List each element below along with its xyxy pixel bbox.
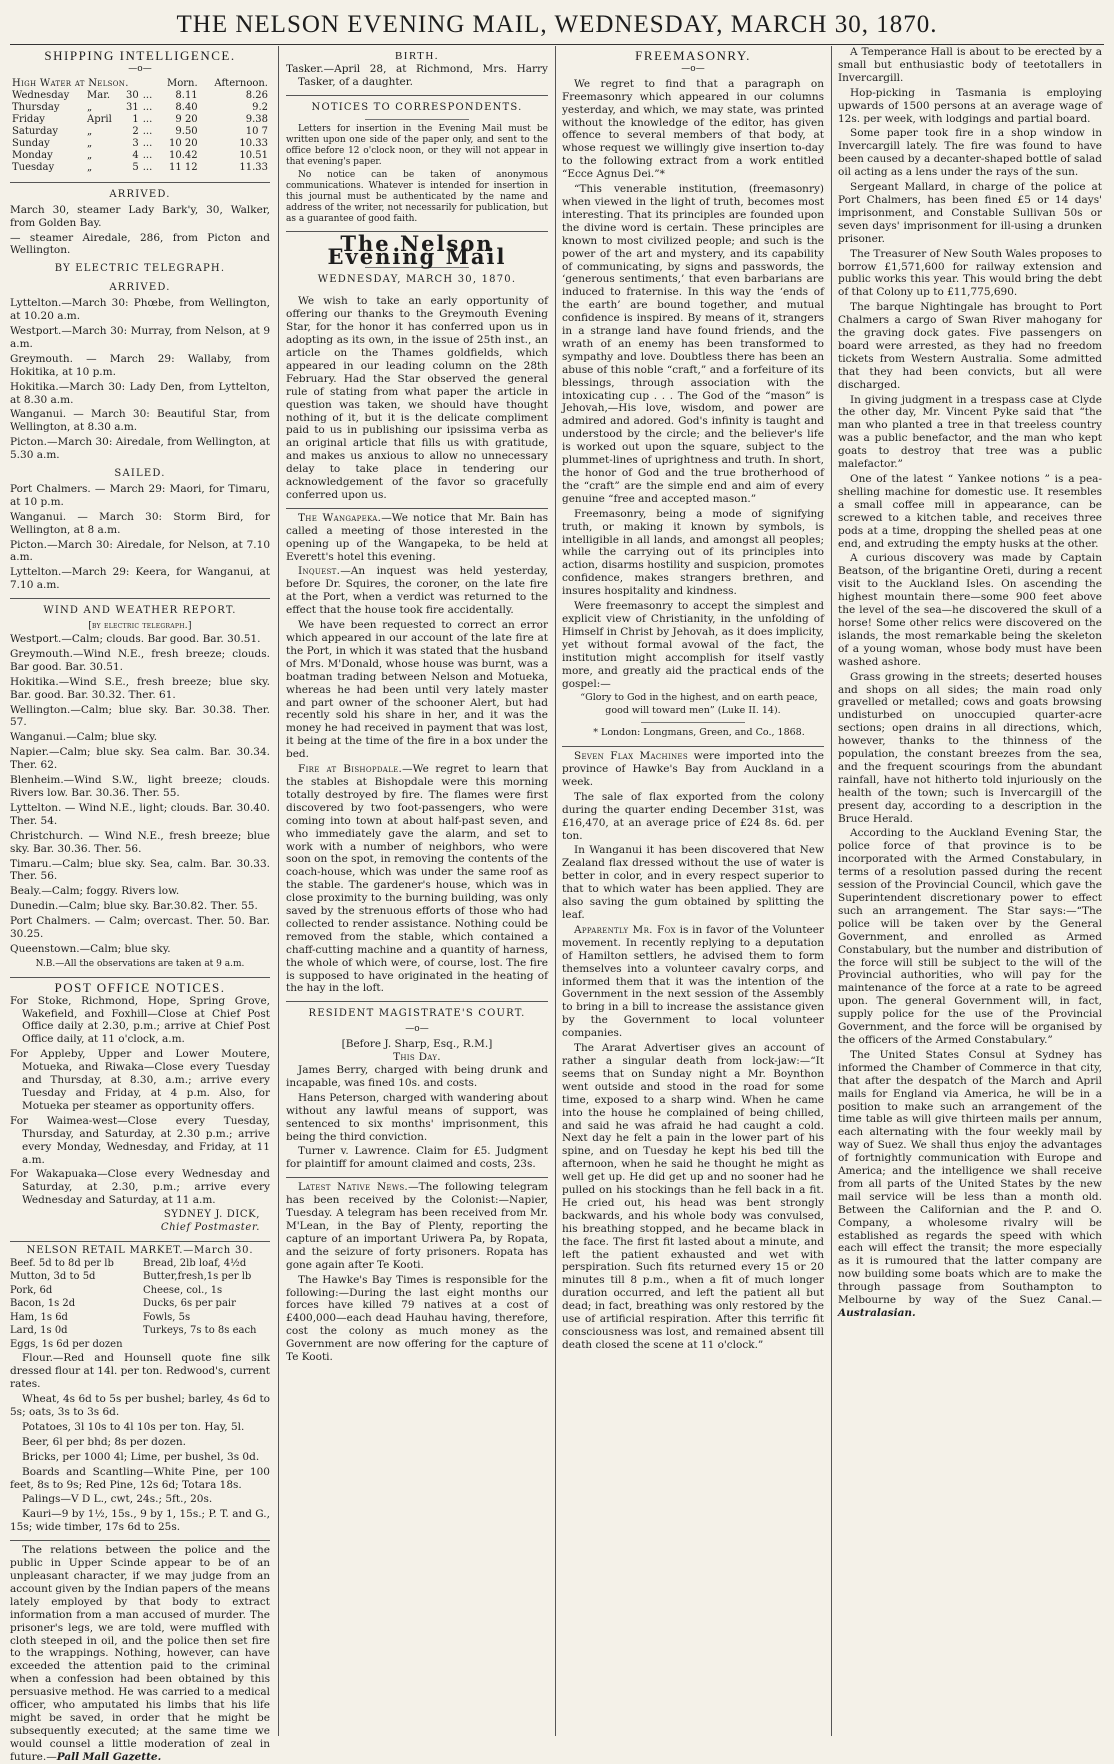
- market-body: [10, 1352, 270, 1534]
- court-list: [286, 1064, 548, 1171]
- tide-cell: ...: [142, 149, 153, 161]
- mkt-left-item: Beef. 5d to 8d per lb: [10, 1257, 114, 1269]
- tide-cell: 10.33: [239, 137, 268, 149]
- col4-items-item: Grass growing in the streets; deserted houses and shops on all sides; the main road only gravelled or metalled; cows and goats browsing undisturbed on unoccupied quarter-acre sections; open drains in all directions, which, however, thanks to the thinness of the population, the constant breezes from the sea, and the frequent scourings from the abundant rainfall, have not hitherto told injuriously on the health of the town; such is Invercargill of the present day, according to a description in the Bruce Herald.: [838, 670, 1102, 825]
- flax-lead: Seven Flax Machines: [574, 750, 688, 763]
- col4-items-item: According to the Auckland Evening Star, the police force of that province is to be incorporated with the Armed Constabulary, in terms of a resolution passed during the recent session of the Provincial Council, which gave the Superintendent discretionary power to effect such an arrangement. The Star says:—“The police will be taken over by the General Government, and enrolled as Armed Constabulary, but the number and distribution of the force will still be subject to the will of the Provincial authorities, who will pay for the maintenance of the force at a rate to be agreed upon. The general Government will, in fact, supply police for the use of the Provincial Government, and the force will be organised by the officers of the Armed Constabulary.”: [838, 827, 1102, 1046]
- market-heading: NELSON RETAIL MARKET.—March 30.: [26, 1244, 254, 1256]
- editorial: We wish to take an early opportunity of offering our thanks to the Greymouth Evening Star, for the honor it has conferred upon us in adopting as its own, in the issue of 25th inst., an article on the Thames goldfields, which appeared in our leading column on the 28th February. Had the Star observed the general rule of stating from what paper the article in question was taken, we should have thought nothing of it, but it is the delicate compliment paid to us in publishing our ipsissima verba as an original article that fills us with gratitude, and makes us anxious to allow no unnecessary delay to take place in tendering our acknowledgement of the favor so gracefully conferred upon us.: [286, 295, 548, 501]
- divider: [286, 95, 548, 96]
- tide-cell: ...: [142, 125, 153, 137]
- weather-item: Dunedin.—Calm; blue sky. Bar.30.82. Ther. 55.: [10, 900, 258, 913]
- freemasonry-quote: “Glory to God in the highest, and on earth peace, good will toward men” (Luke II. 14).: [580, 692, 818, 717]
- column-rule: [278, 46, 279, 1736]
- court-item: Turner v. Lawrence. Claim for £5. Judgment for plaintiff for amount claimed and costs, 23s.: [286, 1145, 548, 1171]
- sailed-item: Wanganui. — March 30: Storm Bird, for Wellington, at 8 a.m.: [10, 510, 270, 536]
- free-item: Freemasonry, being a mode of signifying truth, or making it known by symbols, is intelligible in all lands, and amongst all peoples; while the carrying out of its principles into action, disarms hostility and suspicion, promotes confidence, makes strangers brethren, and insures hospitality and kindness.: [562, 507, 824, 598]
- tide-cell: Saturday: [12, 125, 59, 137]
- mkt-body-item: Bricks, per 1000 4l; Lime, per bushel, 3s 0d.: [22, 1450, 260, 1463]
- telegraph-heading: BY ELECTRIC TELEGRAPH.: [54, 263, 226, 275]
- short-rule: [365, 119, 470, 120]
- column-rule: [831, 46, 832, 1736]
- tide-row: [10, 150, 270, 162]
- mkt-body-item: Palings—V D L., cwt, 24s.; 5ft., 20s.: [22, 1493, 213, 1506]
- tide-cell: ...: [142, 89, 153, 101]
- inquest-lead: Inquest.: [298, 565, 341, 578]
- mkt-right-item: Bread, 2lb loaf, 4½d: [143, 1257, 247, 1269]
- market-left: [10, 1258, 137, 1353]
- tide-aft-label: Afternoon.: [214, 77, 268, 89]
- native-text: —The following telegram has been received by the Colonist:—Napier, Tuesday. A telegram has been received from Mr. M'Lean, in the Bay of Plenty, reporting the capture of an important Uriwera Pa, by Ropata, and the seizure of forty prisoners. Ropata has gone again after Te Kooti.: [286, 1181, 548, 1271]
- shipping-heading: SHIPPING INTELLIGENCE.: [44, 48, 236, 63]
- fire-article: [286, 763, 548, 995]
- post-heading: POST OFFICE NOTICES.: [54, 979, 226, 995]
- tide-cell: 30: [126, 89, 139, 101]
- tide-cell: 31: [126, 101, 139, 113]
- tide-cell: 10.51: [239, 149, 268, 161]
- tide-cell: 10.42: [169, 149, 198, 161]
- tide-cell: Friday: [12, 113, 45, 125]
- col4-items-item: Hop-picking in Tasmania is employing upwards of 1500 persons at an average wage of 12s. per week, with lodgings and partial board.: [838, 86, 1102, 125]
- column-4: [838, 46, 1102, 1736]
- freemasonry-body: [562, 78, 824, 691]
- tide-cell: Wednesday: [12, 89, 70, 101]
- flax-article-3: In Wanganui it has been discovered that New Zealand flax dressed without the use of water is better in color, and in every respect superior to that to which water has been applied. They are also saving the gum obtained by splitting the leaf.: [562, 844, 824, 921]
- divider: [562, 746, 824, 747]
- tide-table: [10, 78, 270, 174]
- weather-note: N.B.—All the observations are taken at 9 a.m.: [35, 958, 245, 969]
- court-day: This Day.: [393, 1051, 441, 1064]
- arrived-item: March 30, steamer Lady Bark'y, 30, Walker, from Golden Bay.: [10, 203, 270, 229]
- mkt-left-item: Eggs, 1s 6d per dozen: [10, 1338, 123, 1350]
- mkt-left-item: Mutton, 3d to 5d: [10, 1271, 96, 1283]
- tide-row: [10, 162, 270, 174]
- inquest-article: [286, 565, 548, 617]
- mkt-right-item: Butter,fresh,1s per lb: [143, 1271, 252, 1283]
- tide-cell: ...: [142, 113, 153, 125]
- masthead-rule: [10, 44, 1104, 45]
- ornament: —o—: [681, 63, 705, 74]
- weather-subheading: [by electric telegraph.]: [88, 621, 192, 632]
- col4-items-item: The barque Nightingale has brought to Port Chalmers a cargo of Swan River mahogany for the graving dock gates. Five passengers on board were arrested, as they had no freedom tickets from Western Australia. Some admitted that they had been convicts, but all were discharged.: [838, 301, 1102, 391]
- divider: [10, 977, 270, 978]
- col4-items-item: Some paper took fire in a shop window in Invercargill lately. The fire was found to have been caused by a decanter-shaped bottle of salad oil acting as a lens under the rays of the sun.: [838, 127, 1102, 179]
- tel-arrived-item: Wanganui. — March 30: Beautiful Star, from Wellington, at 8.30 a.m.: [10, 408, 270, 434]
- mkt-right-item: Cheese, col., 1s: [143, 1284, 223, 1296]
- mkt-body-item: Kauri—9 by 1½, 15s., 9 by 1, 15s.; P. T. and G., 15s; wide timber, 17s 6d to 25s.: [10, 1508, 270, 1534]
- last-item-text: The United States Consul at Sydney has informed the Chamber of Commerce in that city, that after the despatch of the March and April mails for England via America, he will be in a position to make such an arrangement of the time table as will give thirteen mails per annum, each alternating with the four weekly mail by way of Suez. We shall thus enjoy the advantages of fortnightly communication with Europe and America; and the intelligence we shall receive from all parts of the United States by the new mail service will be less than a month old. Between the Californian and the P. and O. Company, a wholesome rivalry will be established as regards the speed with which each will effect the transit; the more especially as it is rumoured that the latter company are now building some boats which are to make the through passage from Southampton to Melbourne by way of the Suez Canal.—: [838, 1048, 1102, 1307]
- tel-arrived-item: Westport.—March 30: Murray, from Nelson, at 9 a.m.: [10, 324, 270, 350]
- tide-cell: 2: [132, 125, 139, 137]
- court-heading: RESIDENT MAGISTRATE'S COURT.: [308, 1008, 526, 1020]
- court-item: James Berry, charged with being drunk and incapable, was fined 10s. and costs.: [286, 1064, 548, 1089]
- ornament: —o—: [405, 1024, 429, 1035]
- news-items: [838, 46, 1102, 1320]
- weather-item: Bealy.—Calm; foggy. Rivers low.: [10, 885, 180, 898]
- free-item: Were freemasonry to accept the simplest and explicit view of Christianity, in the unfolding of Himself in Christ by Jehovah, as it does implicity, yet without formal avowal of the fact, the institution might accomplish for itself vastly more, and greatly aid the practical ends of the gospel:—: [562, 600, 824, 690]
- notice-item: No notice can be taken of anonymous communications. Whatever is intended for insertion in this journal must be authenticated by the name and address of the writer, not necessarily for publication, but as a guarantee of good faith.: [286, 169, 548, 224]
- notice-item: Letters for insertion in the Evening Mail must be written upon one side of the paper only, and sent to the office before 12 o'clock noon, or they will not appear in that evening's paper.: [286, 123, 548, 167]
- tide-cell: 8.26: [245, 89, 268, 101]
- tide-row: [10, 138, 270, 150]
- notices-heading: NOTICES TO CORRESPONDENTS.: [311, 101, 523, 113]
- weather-heading: WIND AND WEATHER REPORT.: [43, 605, 237, 617]
- tel-arrived-item: Picton.—March 30: Airedale, from Wellington, at 5.30 a.m.: [10, 436, 270, 462]
- tel-arrived-item: Lyttelton.—March 30: Phœbe, from Wellington, at 10.20 a.m.: [10, 297, 270, 323]
- tide-cell: Sunday: [12, 137, 50, 149]
- mkt-right-item: Ducks, 6s per pair: [143, 1298, 236, 1310]
- column-1: [10, 46, 270, 1763]
- col4-items-item: A Temperance Hall is about to be erected by a small but enthusiastic body of teetotallers in Invercargill.: [838, 46, 1102, 84]
- sailed-item: Lyttelton.—March 29: Keera, for Wanganui, at 7.10 a.m.: [10, 566, 270, 592]
- sailed-heading: SAILED.: [114, 468, 166, 480]
- police-text: The relations between the police and the public in Upper Scinde appear to be of an unpleasant character, if we may judge from an account given by the Indian papers of the means lately employed by that body to extract information from a man accused of murder. The prisoner's legs, we are told, were muffled with cloth steeped in oil, and the police then set fire to the wrappings. Nothing, however, can have exceeded the attention paid to the criminal when a confession had been obtained by this persuasive method. He was carried to a medical officer, who amputated his limbs that his life might be saved, in order that he might be subsequently executed; at the same time we would counsel a little moderation of zeal in future.—: [10, 1544, 270, 1763]
- divider: [10, 1241, 270, 1242]
- weather-item: Wanganui.—Calm; blue sky.: [10, 731, 158, 744]
- tide-cell: „: [87, 161, 93, 173]
- tide-cell: 5: [132, 161, 139, 173]
- fox-article: [562, 924, 824, 1040]
- tide-row: [10, 102, 270, 114]
- tide-cell: April: [87, 113, 112, 125]
- short-rule: [641, 722, 746, 723]
- tide-cell: Tuesday: [12, 161, 55, 173]
- hawkes-article: The Hawke's Bay Times is responsible for the following:—During the last eight months our forces have killed 79 natives at a cost of £400,000—each dead Hauhau having, therefore, cost the colony as much money as the Government are now offering for the capture of Te Kooti.: [286, 1273, 548, 1364]
- tide-cell: 9 20: [175, 113, 198, 125]
- mkt-left-item: Ham, 1s 6d: [10, 1311, 68, 1323]
- police-source: Pall Mall Gazette.: [56, 1750, 162, 1763]
- tide-cell: 11 12: [169, 161, 198, 173]
- market-right: [143, 1258, 270, 1353]
- col4-items-item: Sergeant Mallard, in charge of the police at Port Chalmers, has been fined £5 or 14 days' imprisonment, and Constable Sullivan 50s or seven days' imprisonment for ill-using a drunken prisoner.: [838, 181, 1102, 245]
- tel-arrived-item: Hokitika.—March 30: Lady Den, from Lyttelton, at 8.30 a.m.: [10, 380, 270, 406]
- weather-item: Greymouth.—Wind N.E., fresh breeze; clouds. Bar good. Bar. 30.51.: [10, 647, 270, 673]
- tide-cell: 9.2: [252, 101, 268, 113]
- mkt-body-item: Wheat, 4s 6d to 5s per bushel; barley, 4s 6d to 5s; oats, 3s to 3s 6d.: [10, 1393, 270, 1418]
- tide-cell: „: [87, 125, 93, 137]
- tide-cell: 8.11: [175, 89, 198, 101]
- dateline: WEDNESDAY, MARCH 30, 1870.: [317, 274, 517, 286]
- mkt-body-item: Flour.—Red and Hounsell quote fine silk dressed flour at 14l. per ton. Redwood's, current rates.: [10, 1352, 270, 1391]
- inquest-text: —An inquest was held yesterday, before Dr. Squires, the coroner, on the late fire at the Port, when a verdict was returned to the effect that the house took fire accidentally.: [286, 565, 548, 617]
- column-3: [562, 46, 824, 1736]
- weather-item: Hokitika.—Wind S.E., fresh breeze; blue sky. Bar. good. Bar. 30.32. Ther. 61.: [10, 675, 270, 701]
- col4-items-item: The Treasurer of New South Wales proposes to borrow £1,571,600 for railway extension and public works this year. This would bring the debt of that Colony up to £11,775,690.: [838, 247, 1102, 299]
- tide-cell: ...: [142, 161, 153, 173]
- tide-row: [10, 90, 270, 102]
- tide-row: [10, 126, 270, 138]
- post-item: For Wakapuaka—Close every Wednesday and Saturday, at 2.30, p.m.; arrive every Wednesday and Saturday, at 11 a.m.: [10, 1168, 270, 1207]
- tide-cell: 1: [132, 113, 139, 125]
- paper-title: The Nelson Evening Mail: [327, 230, 507, 269]
- flax-text: were imported into the province of Hawke's Bay from Auckland in a week.: [562, 750, 824, 788]
- free-item: We regret to find that a paragraph on Freemasonry which appeared in our columns yesterday, and which, we may state, was printed without the knowledge of the editor, has given offence to several members of that body, at whose request we willingly give insertion to-day to the following extract from a work entitled “Ecce Agnus Dei.”*: [562, 77, 824, 181]
- col4-items-item: [838, 1049, 1102, 1320]
- wangapeka-lead: The Wangapeka.: [298, 511, 382, 524]
- mkt-right-item: Turkeys, 7s to 8s each: [143, 1325, 257, 1337]
- tide-cell: Mar.: [87, 89, 111, 101]
- tide-cell: „: [87, 137, 93, 149]
- mkt-body-item: Boards and Scantling—White Pine, per 100 feet, 8s to 9s; Red Pine, 12s 6d; Totara 18s.: [10, 1465, 270, 1491]
- weather-item: Christchurch. — Wind N.E., fresh breeze; blue sky. Bar. 30.36. Ther. 56.: [10, 829, 270, 855]
- tide-cell: „: [87, 149, 93, 161]
- post-item: For Waimea-west—Close every Tuesday, Thursday, and Saturday, at 2.30 p.m.; arrive every Monday, Wednesday, and Friday, at 11 a.m.: [10, 1114, 270, 1166]
- masthead: THE NELSON EVENING MAIL, WEDNESDAY, MARCH 30, 1870.: [176, 11, 938, 38]
- divider: [286, 1177, 548, 1178]
- weather-item: Westport.—Calm; clouds. Bar good. Bar. 30.51.: [10, 633, 261, 645]
- divider: [10, 1540, 270, 1541]
- flax-article: [562, 750, 824, 789]
- ararat-article: The Ararat Advertiser gives an account of rather a singular death from lock-jaw:—“It seems that on Sunday night a Mr. Boynthon went outside and stood in the road for some time, exposed to a sharp wind. When he came into the house he complained of being chilled, and said he was afraid he had caught a cold. Next day he felt a pain in the lower part of his spine, and on Tuesday he kept his bed till the afternoon, when he said he thought he might as well get up. He did get up and no sooner had he pulled on his stockings than he fell back in a fit. He cried out, his head was bent strongly backwards, and his whole body was convulsed, his breathing stopped, and he became black in the face. The first fit lasted about a minute, and left the patient exhausted and wet with perspiration. Such fits returned every 15 or 20 minutes till 8 p.m., when a fit of much longer duration occurred, and left the patient all but dead; in fact, breathing was only restored by the use of artificial respiration. After this terrific fit consciousness was lost, and remained absent till death closed the scene at 11 o'clock.”: [562, 1042, 824, 1351]
- weather-item: Blenheim.—Wind S.W., light breeze; clouds. Rivers low. Bar. 30.36. Ther. 55.: [10, 774, 270, 799]
- mkt-right-item: Fowls, 5s: [143, 1311, 191, 1323]
- court-item: Hans Peterson, charged with wandering about without any lawful means of support, was sentenced to six months' imprisonment, this being the third conviction.: [286, 1091, 548, 1143]
- mkt-body-item: Potatoes, 3l 10s to 4l 10s per ton. Hay, 5l.: [22, 1420, 245, 1433]
- mkt-left-item: Bacon, 1s 2d: [10, 1298, 76, 1310]
- col4-items-item: In giving judgment in a trespass case at Clyde the other day, Mr. Vincent Pyke said that “the man who planted a tree in that treeless country was a public benefactor, and the man who kept goats to destroy that tree was a public malefactor.”: [838, 393, 1102, 471]
- tide-cell: 9.50: [175, 125, 198, 137]
- tel-arrived-item: Greymouth. — March 29: Wallaby, from Hokitika, at 10 p.m.: [10, 352, 270, 378]
- post-signature: SYDNEY J. DICK,: [163, 1209, 260, 1221]
- post-item: For Stoke, Richmond, Hope, Spring Grove, Wakefield, and Foxhill—Close at Chief Post Office daily at 2.30, p.m.; arrive at Chief Post Office daily, at 11 o'clock, a.m.: [10, 994, 270, 1046]
- flax-article-2: The sale of flax exported from the colony during the quarter ending December 31st, was £16,470, at an average price of £24 8s. 6d. per ton.: [562, 790, 824, 842]
- weather-item: Queenstown.—Calm; blue sky.: [10, 942, 171, 955]
- tel-arrived-list: [10, 297, 270, 462]
- divider: [10, 598, 270, 599]
- divider: [286, 1001, 548, 1002]
- freemasonry-heading: FREEMASONRY.: [635, 48, 751, 63]
- birth-heading: BIRTH.: [394, 50, 440, 62]
- tide-heading: High Water at Nelson.: [12, 77, 129, 89]
- column-rule: [555, 46, 556, 1736]
- tel-arrived-heading: ARRIVED.: [109, 282, 171, 294]
- col4-items-item: One of the latest “ Yankee notions ” is a pea-shelling machine for domestic use. It resembles a small coffee mill in appearance, can be screwed to a kitchen table, and receives three pods at a time, dropping the shelled peas at one end, and extruding the empty husks at the other.: [838, 473, 1102, 550]
- tide-row: [10, 114, 270, 126]
- fire-lead: Fire at Bishopdale.: [298, 763, 403, 776]
- divider: [10, 182, 270, 183]
- mkt-left-item: Pork, 6d: [10, 1284, 53, 1296]
- tide-cell: 11.33: [239, 161, 268, 173]
- tide-cell: Monday: [12, 149, 53, 161]
- native-lead: Latest Native News.: [298, 1181, 409, 1194]
- col4-items-item: A curious discovery was made by Captain Beatson, of the brigantine Oreti, during a recent visit to the Auckland Isles. On ascending the highest mountain there—some 900 feet above the level of the sea—he discovered the skull of a horse! Some other relics were discovered on the islands, the most remarkable being the skeleton of a young woman, whose body must have been washed ashore.: [838, 552, 1102, 668]
- police-article: [10, 1544, 270, 1763]
- market-prices: [10, 1258, 270, 1353]
- tide-cell: 9.38: [245, 113, 268, 125]
- divider: [286, 508, 548, 509]
- court-before: [Before J. Sharp, Esq., R.M.]: [341, 1038, 493, 1051]
- post-item: For Appleby, Upper and Lower Moutere, Motueka, and Riwaka—Close every Tuesday and Thursday, at 8.30, a.m.; arrive every Tuesday and Friday, at 4 p.m. Also, for Motueka per steamer as opportunity offers.: [10, 1048, 270, 1112]
- tide-cell: 10 20: [169, 137, 198, 149]
- wangapeka-text: —We notice that Mr. Bain has called a meeting of those interested in the opening up of the Wangapeka, to be held at Everett's hotel this evening.: [286, 511, 548, 563]
- weather-item: Port Chalmers. — Calm; overcast. Ther. 50. Bar. 30.25.: [10, 915, 270, 941]
- mkt-left-item: Lard, 1s 0d: [10, 1325, 68, 1337]
- sailed-item: Picton.—March 30: Airedale, for Nelson, at 7.10 a.m.: [10, 538, 270, 564]
- wangapeka-article: [286, 512, 548, 564]
- free-item: “This venerable institution, (freemasonry) when viewed in the light of truth, becomes most interesting. That its principles are founded upon the divine word is certain. These principles are known to most civilized people; and such is the power of the art and mystery, and its capability of communicating, by signs and passwords, the ‘generous sentiments,’ that even barbarians are induced to fraternise. In this way the ‘ends of the earth’ are bound together, and mutual confidence is inspired. By means of it, strangers in a strange land have found friends, and the wrath of an enemy has been transformed to sympathy and love. Doubtless there has been an abuse of this noble “craft,” and a forfeiture of its blessings, through association with the intoxicating cup . . . The God of the “mason” is Jehovah,—His love, wisdom, and power are admired and adored. God's infinity is taught and understood by the circle; and the believer's life is worked out upon the square, subject to the plummet-lines of uprightness and truth. In short, the honor of God and the true brotherhood of the “craft” are the simple end and aim of every genuine “free and accepted mason.”: [562, 183, 824, 505]
- tide-cell: 10 7: [245, 125, 268, 137]
- last-item-source: Australasian.: [838, 1307, 916, 1319]
- fox-text: is in favor of the Volunteer movement. In recently replying to a deputation of Hamilton settlers, he advised them to form themselves into a volunteer cavalry corps, and informed them that it was the intention of the Government in the next session of the Assembly to bring in a bill to increase the assistance given by the Government to local volunteer companies.: [562, 923, 824, 1040]
- fire-text: —We regret to learn that the stables at Bishopdale were this morning totally destroyed by fire. The flames were first discovered by two foot-passengers, who were coming into town at about half-past seven, and who immediately gave the alarm, and set to work with a number of neighbors, who were soon on the spot, in removing the contents of the coach-house, which was under the same roof as the stable. The gardener's house, which was in close proximity to the burning building, was only saved by the strenuous efforts of those who had collected to render assistance. Nothing could be removed from the stable, which contained a chaff-cutting machine and a quantity of harness, the whole of which were, of course, lost. The fire is supposed to have originated in the heating of the hay in the loft.: [286, 763, 548, 995]
- correction-article: We have been requested to correct an error which appeared in our account of the late fire at the Port, in which it was stated that the husband of Mrs. M'Donald, whose house was burnt, was a boatman trading between Nelson and Motueka, whereas he had been until very lately master and part owner of the schooner Alert, but had recently sold his share in her, and it was the money he had received in payment that was lost, it being at the time of the fire in a box under the bed.: [286, 619, 548, 761]
- weather-item: Timaru.—Calm; blue sky. Sea, calm. Bar. 30.33. Ther. 56.: [10, 857, 270, 883]
- arrived-heading: ARRIVED.: [109, 188, 171, 200]
- tide-cell: 4: [132, 149, 139, 161]
- post-list: [10, 995, 270, 1208]
- column-2: [286, 46, 548, 1736]
- fox-lead: Apparently Mr. Fox: [574, 923, 676, 936]
- freemasonry-footnote: * London: Longmans, Green, and Co., 1868.: [593, 727, 805, 739]
- sailed-list: [10, 483, 270, 592]
- weather-item: Napier.—Calm; blue sky. Sea calm. Bar. 30.34. Ther. 62.: [10, 746, 270, 772]
- arrived-item: — steamer Airedale, 286, from Picton and Wellington.: [10, 231, 270, 257]
- weather-item: Wellington.—Calm; blue sky. Bar. 30.38. Ther. 57.: [10, 703, 270, 729]
- weather-list: [10, 633, 270, 956]
- tide-cell: ...: [142, 137, 153, 149]
- tide-cell: „: [87, 101, 93, 113]
- tide-cell: 3: [132, 137, 139, 149]
- birth-notice: Tasker.—April 28, at Richmond, Mrs. Harry Tasker, of a daughter.: [286, 62, 548, 88]
- tide-morn-label: Morn.: [167, 77, 198, 89]
- sailed-item: Port Chalmers. — March 29: Maori, for Timaru, at 10 p.m.: [10, 482, 270, 508]
- tide-cell: 8.40: [175, 101, 198, 113]
- weather-item: Lyttelton. — Wind N.E., light; clouds. Bar. 30.40. Ther. 54.: [10, 801, 270, 827]
- mkt-body-item: Beer, 6l per bhd; 8s per dozen.: [22, 1435, 187, 1448]
- post-signature-title: Chief Postmaster.: [160, 1222, 260, 1234]
- tide-cell: ...: [142, 101, 153, 113]
- tide-cell: Thursday: [12, 101, 60, 113]
- native-article: [286, 1181, 548, 1271]
- ornament: —o—: [128, 63, 152, 74]
